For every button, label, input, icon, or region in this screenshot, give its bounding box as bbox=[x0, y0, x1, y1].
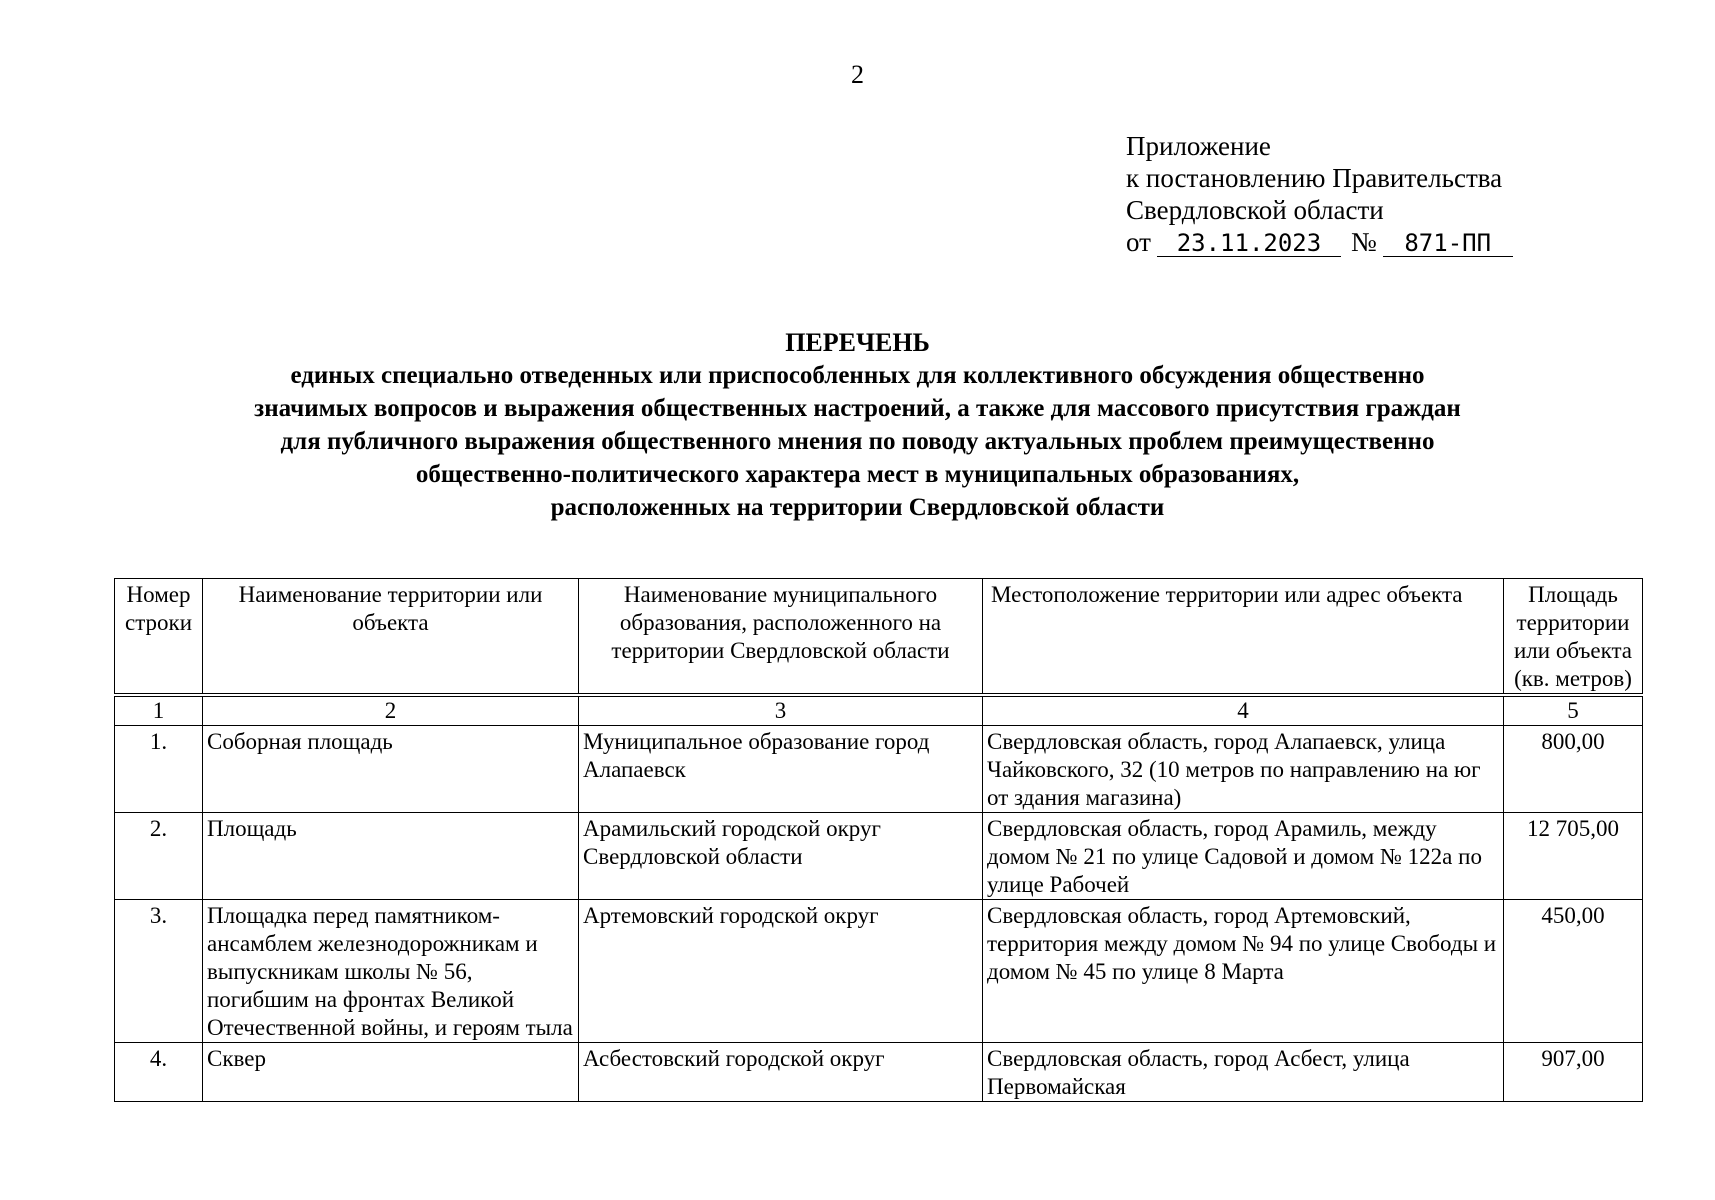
title-line-1: единых специально отведенных или приспособленных для коллективного обсуждения общественно bbox=[290, 362, 1425, 389]
table-row bbox=[115, 813, 1643, 900]
cell-address: Свердловская область, город Алапаевск, улица Чайковского, 32 (10 метров по направлению на юг от здания магазина) bbox=[983, 726, 1504, 813]
cell-address: Свердловская область, город Асбест, улица Первомайская bbox=[983, 1043, 1504, 1102]
column-index-3: 3 bbox=[579, 695, 983, 726]
appendix-line-2: к постановлению Правительства bbox=[1126, 163, 1503, 193]
title-line-5: расположенных на территории Свердловской области bbox=[550, 494, 1165, 521]
appendix-line-1: Приложение bbox=[1126, 131, 1271, 161]
cell-name: Сквер bbox=[203, 1043, 579, 1102]
table-row bbox=[115, 900, 1643, 1043]
title-line-3: для публичного выражения общественного мнения по поводу актуальных проблем преимущественно bbox=[280, 428, 1435, 455]
cell-municipality: Артемовский городской округ bbox=[579, 900, 983, 1043]
cell-municipality: Муниципальное образование город Алапаевск bbox=[579, 726, 983, 813]
cell-num: 3. bbox=[115, 900, 203, 1043]
appendix-number-label: № bbox=[1350, 227, 1377, 257]
cell-municipality: Арамильский городской округ Свердловской области bbox=[579, 813, 983, 900]
table-row bbox=[115, 1043, 1643, 1102]
header-address: Местоположение территории или адрес объекта bbox=[983, 579, 1504, 696]
cell-num: 2. bbox=[115, 813, 203, 900]
title-main: ПЕРЕЧЕНЬ bbox=[785, 328, 930, 357]
cell-name: Площадка перед памятником-ансамблем железнодорожникам и выпускникам школы № 56, погибшим на фронтах Великой Отечественной войны, и героям тыла bbox=[203, 900, 579, 1043]
places-table bbox=[114, 578, 1643, 1102]
appendix-number: 871-ПП bbox=[1383, 230, 1513, 257]
appendix-line-3: Свердловской области bbox=[1126, 195, 1384, 225]
header-municipality: Наименование муниципального образования, расположенного на территории Свердловской области bbox=[579, 579, 983, 696]
cell-area: 450,00 bbox=[1504, 900, 1643, 1043]
appendix-line-4 bbox=[1126, 226, 1513, 258]
column-index-1: 1 bbox=[115, 695, 203, 726]
document-title bbox=[0, 326, 1715, 524]
header-name: Наименование территории или объекта bbox=[203, 579, 579, 696]
appendix-from-label: от bbox=[1126, 227, 1151, 257]
cell-area: 907,00 bbox=[1504, 1043, 1643, 1102]
column-index-4: 4 bbox=[983, 695, 1504, 726]
cell-municipality: Асбестовский городской округ bbox=[579, 1043, 983, 1102]
cell-num: 1. bbox=[115, 726, 203, 813]
title-line-2: значимых вопросов и выражения общественных настроений, а также для массового присутствия граждан bbox=[254, 395, 1461, 422]
appendix-block bbox=[1126, 130, 1513, 258]
header-row-number: Номер строки bbox=[115, 579, 203, 696]
header-area: Площадь территории или объекта (кв. метров) bbox=[1504, 579, 1643, 696]
cell-address: Свердловская область, город Арамиль, между домом № 21 по улице Садовой и домом № 122а по улице Рабочей bbox=[983, 813, 1504, 900]
cell-name: Соборная площадь bbox=[203, 726, 579, 813]
table-header-row bbox=[115, 579, 1643, 696]
cell-name: Площадь bbox=[203, 813, 579, 900]
cell-area: 12 705,00 bbox=[1504, 813, 1643, 900]
cell-address: Свердловская область, город Артемовский, территория между домом № 94 по улице Свободы и домом № 45 по улице 8 Марта bbox=[983, 900, 1504, 1043]
table-index-row bbox=[115, 695, 1643, 726]
table-row bbox=[115, 726, 1643, 813]
cell-area: 800,00 bbox=[1504, 726, 1643, 813]
page-number: 2 bbox=[851, 60, 864, 89]
appendix-date: 23.11.2023 bbox=[1157, 230, 1341, 257]
cell-num: 4. bbox=[115, 1043, 203, 1102]
column-index-5: 5 bbox=[1504, 695, 1643, 726]
title-line-4: общественно-политического характера мест в муниципальных образованиях, bbox=[415, 461, 1300, 488]
column-index-2: 2 bbox=[203, 695, 579, 726]
